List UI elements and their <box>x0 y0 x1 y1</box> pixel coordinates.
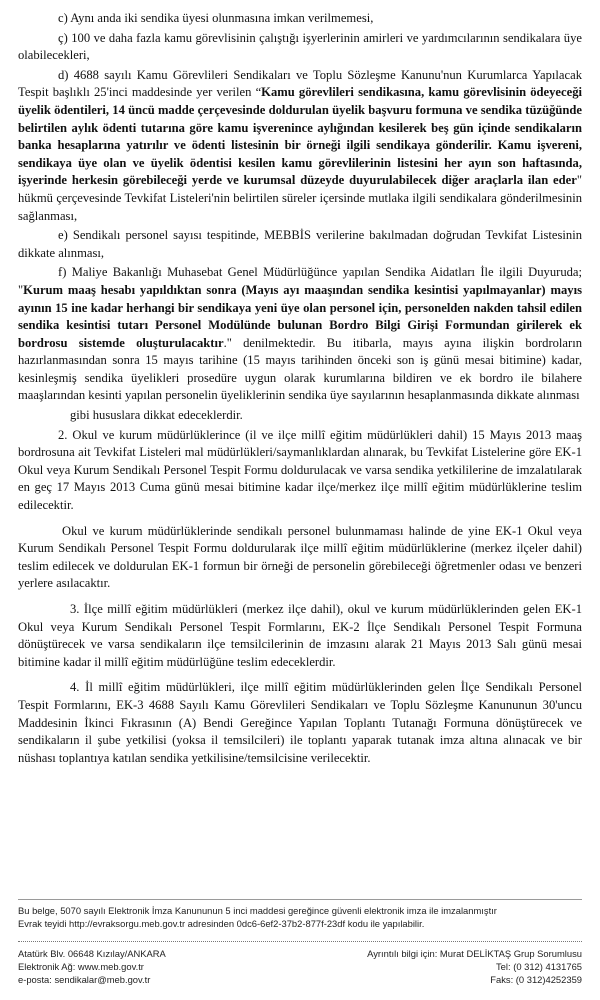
item-d-text: d) 4688 sayılı Kamu Görevlileri Sendikaları ve Toplu Sözleşme Kanunu'nun Kurumlarca Yapılacak Tespit başlıklı 25'inci maddesinde yer verilen “ <box>18 67 582 100</box>
item-f-tail: ." denilmektedir. Bu itibarla, mayıs ayına ilişkin bordroların hazırlanmasından sonra 15 mayıs tarihine (15 mayıs tarihinden önceki son iş günü mesai bitimine) kadar, kesinleşmiş sendika üyelikleri prosedüre uygun olarak kurumlarına bildiren ve ek bordro ile bilahere maaşlarından kesinti yapılan personelin üyeliklerinin sendika üye sayılarının hesaplanmasında dikkate alınması <box>18 335 583 403</box>
info-contact: Ayrıntılı bilgi için: Murat DELİKTAŞ Grup Sorumlusu <box>367 948 582 959</box>
footer-divider-bottom <box>18 941 582 942</box>
item-d-bold: Kamu görevlileri sendikasına, kamu görevlisinin ödeyeceği üyelik ödentileri, 14 üncü madde çerçevesinde doldurulan üyelik başvuru formuna ve sendika tüzüğünde belirtilen aylık ödenti tutarına göre kamu işverenince aylığından kesilerek beş gün içinde sendikaların banka hesaplarına yatırılır ve ödenti listesinin bir örneği ilgili sendikaya gönderilir. Kamu işvereni, sendikaya üye olan ve üyelik ödentisi kesilen kamu görevlilerinin listesini her ayın son haftasında, işyerinde herkesin görebileceği yerde ve kurumsal düzeyde duyurulabilecek diğer araçlarla ilan eder <box>18 85 582 188</box>
footer-divider-top <box>18 899 582 900</box>
closing-line: gibi hususlara dikkat edeceklerdir. <box>70 408 243 423</box>
item-f-text: f) Maliye Bakanlığı Muhasebat Genel Müdürlüğünce yapılan Sendika Aidatları İle ilgili Duyuruda; " <box>18 265 582 297</box>
item-d-tail: " hükmü çerçevesinde Tevkifat Listeleri'nin belirtilen süreler içersinde mutlaka ilgili sendikalara gönderilmesinin sağlanması, <box>18 173 582 223</box>
item-e: e) Sendikalı personel sayısı tespitinde, MEBBİS verilerine bakılmadan doğrudan Tevkifat Listesinin dikkate alınması, <box>18 228 582 260</box>
item-f-bold: Kurum maaş hesabı yapıldıktan sonra (Mayıs ayı maaşından sendika kesintisi yapılmayanlar) mayıs ayının 15 ine kadar herhangi bir sendikaya yeni üye olan personel için, personelden nakden tahsil edilen sendika kesintisi tutarı Personel Modülünde bulunan Bordro Bilgi Girişi Formundan girilerek ek bordrosu sistemde oluşturulacaktır <box>18 282 582 350</box>
paragraph-2: 2. Okul ve kurum müdürlüklerince (il ve ilçe millî eğitim müdürlükleri dahil) 15 Mayıs 2013 maaş bordrosuna ait Tevkifat Listeleri mal müdürlükleri/saymanlıklardan alınarak, bu Tevkifat Listelerine göre EK-1 Okul veya Kurum Sendikalı Personel Tespit Formu doldurulacak ve varsa sendika yetkililerine de imzalatılarak en geç 17 Mayıs 2013 Cuma günü mesai bitimine kadar ilçe/merkez ilçe millî eğitim müdürlüklerine teslim edilecektir. <box>18 427 582 513</box>
email-link[interactable]: e-posta: sendikalar@meb.gov.tr <box>18 974 151 985</box>
address: Atatürk Blv. 06648 Kızılay/ANKARA <box>18 948 166 959</box>
item-f <box>18 264 582 405</box>
contact-block <box>18 947 582 986</box>
esign-line-1: Bu belge, 5070 sayılı Elektronik İmza Kanununun 5 inci maddesi gereğince güvenli elektronik imza ile imzalanmıştır <box>18 905 497 916</box>
contact-row-2 <box>18 960 582 973</box>
item-c: c) Aynı anda iki sendika üyesi olunmasına imkan verilmemesi, <box>58 11 374 25</box>
esign-notice <box>18 904 582 930</box>
fax: Faks: (0 312)4252359 <box>490 974 582 985</box>
network-link[interactable]: Elektronik Ağ: www.meb.gov.tr <box>18 961 144 972</box>
contact-row-3 <box>18 973 582 986</box>
contact-row-1 <box>18 947 582 960</box>
paragraph-4: 4. İl millî eğitim müdürlükleri, ilçe millî eğitim müdürlüklerinden gelen İlçe Sendikalı Personel Tespit Formlarını, EK-3 4688 Sayılı Kamu Görevlileri Sendikaları ve Toplu Sözleşme Kanununun 30'uncu Maddesinin İkinci Fıkrasının (A) Bendi Gereğince Yapılan Toplantı Tutanağı Formuna dönüştürecek ve sendikaların il şube yetkilisi (yoksa il temsilcileri) ile toplantı yaparak tutanak imza altına alınacak ve bir nüshası toplantıya katılan sendika yetkilisine/temsilcisine verilecektir. <box>18 680 582 765</box>
paragraph-2b: Okul ve kurum müdürlüklerinde sendikalı personel bulunmaması halinde de yine EK-1 Okul veya Kurum Sendikalı Personel Tespit Formu doldurularak ilçe millî eğitim müdürlüklerine (merkez ilçeler dahil) teslim edilecek ve doldurulan EK-1 formun bir örneği de personelin görebileceği öğretmenler odası ve benzeri yerlere asılacaktır. <box>18 523 582 591</box>
phone: Tel: (0 312) 4131765 <box>496 961 582 972</box>
item-d <box>18 67 582 225</box>
item-cc: ç) 100 ve daha fazla kamu görevlisinin çalıştığı işyerlerinin amirleri ve yardımcılarının sendikalara üye olabilecekleri, <box>18 30 582 63</box>
esign-line-2: Evrak teyidi http://evraksorgu.meb.gov.tr adresinden 0dc6-6ef2-37b2-877f-23df kodu ile yapılabilir. <box>18 918 425 929</box>
paragraph-3: 3. İlçe millî eğitim müdürlükleri (merkez ilçe dahil), okul ve kurum müdürlüklerinden gelen EK-1 Okul veya Kurum Sendikalı Personel Tespit Formlarını, EK-2 İlçe Sendikalı Personel Tespit Formuna dönüştürecek ve varsa sendikaların ilçe temsilcilerinin de imzasını alarak 21 Mayıs 2013 Salı günü mesai bitimine kadar il millî eğitim müdürlüğüne teslim edeceklerdir. <box>18 602 582 669</box>
